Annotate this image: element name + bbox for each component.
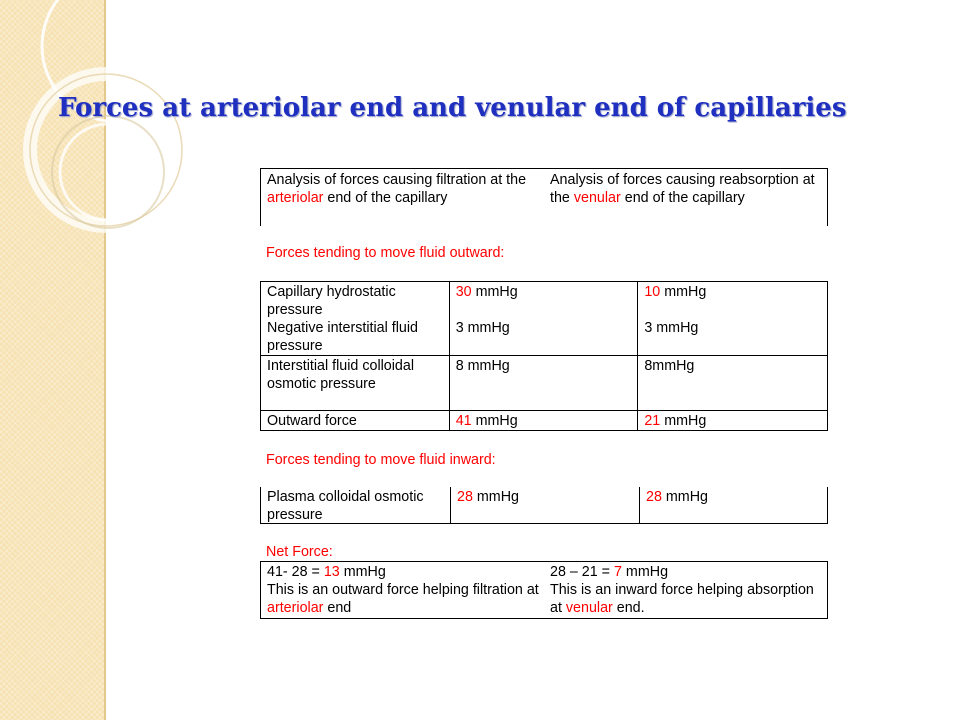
venular-value-cell: 8mmHg xyxy=(638,356,828,411)
venular-value-cell: 10 mmHg 3 mmHg xyxy=(638,282,828,356)
inward-forces-label: Forces tending to move fluid inward: xyxy=(266,452,496,468)
arteriolar-analysis-heading: Analysis of forces causing filtration at the arteriolar end of the capillary xyxy=(267,172,527,206)
inward-forces-table xyxy=(260,487,828,524)
venular-net-force: 28 – 21 = 7 mmHg This is an inward force helping absorption at venular end. xyxy=(550,564,814,616)
slide-title: Forces at arteriolar end and venular end of capillaries xyxy=(58,93,847,123)
analysis-header-box xyxy=(260,168,828,226)
net-force-label: Net Force: xyxy=(266,544,333,560)
outward-forces-label: Forces tending to move fluid outward: xyxy=(266,245,505,261)
force-name-cell: Interstitial fluid colloidal osmotic pressure xyxy=(261,356,450,411)
venular-value-cell: 28 mmHg xyxy=(646,489,708,505)
table-row xyxy=(261,356,828,411)
venular-value-cell: 21 mmHg xyxy=(638,411,828,431)
table-row xyxy=(261,411,828,431)
venular-analysis-heading: Analysis of forces causing reabsorption at the venular end of the capillary xyxy=(550,172,815,206)
outward-force-label-cell: Outward force xyxy=(261,411,450,431)
arteriolar-value-cell: 28 mmHg xyxy=(457,489,519,505)
outward-forces-table xyxy=(260,281,828,431)
force-name-cell: Capillary hydrostatic pressure Negative interstitial fluid pressure xyxy=(261,282,450,356)
arteriolar-value-cell: 41 mmHg xyxy=(449,411,638,431)
table-row xyxy=(261,282,828,356)
arteriolar-net-force: 41- 28 = 13 mmHg This is an outward force helping filtration at arteriolar end xyxy=(267,564,539,616)
force-name-cell: Plasma colloidal osmotic pressure xyxy=(267,489,424,523)
net-force-box xyxy=(260,561,828,619)
arteriolar-value-cell: 8 mmHg xyxy=(449,356,638,411)
arteriolar-value-cell: 30 mmHg 3 mmHg xyxy=(449,282,638,356)
